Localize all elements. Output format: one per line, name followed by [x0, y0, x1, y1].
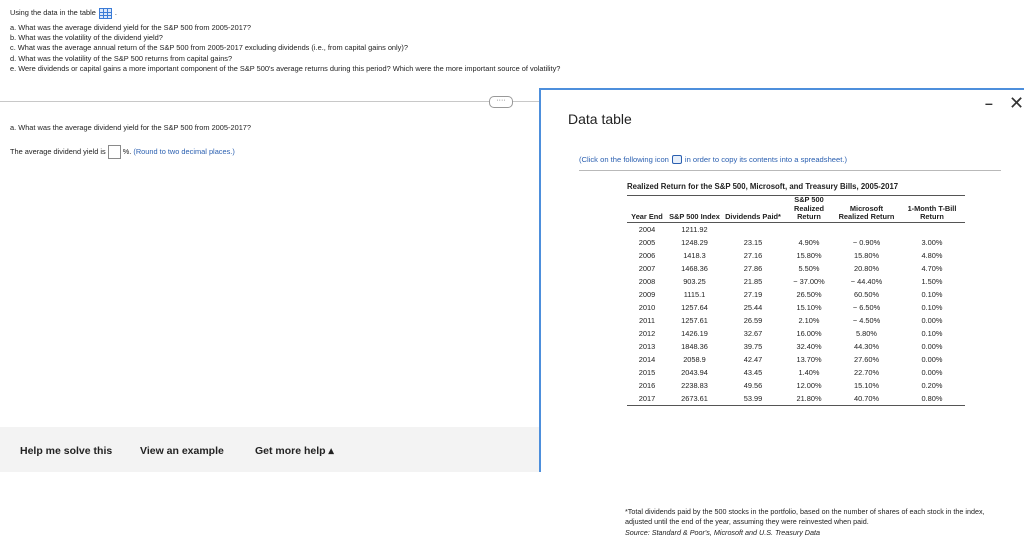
cell-tbill: 4.70% — [921, 263, 943, 273]
expand-button[interactable]: ···· — [489, 96, 513, 108]
source-text: Source: Standard & Poor's, Microsoft and U.S. Treasury Data — [625, 528, 820, 537]
help-me-solve-button[interactable]: Help me solve this — [20, 445, 113, 457]
cell-msft-return: 15.80% — [853, 250, 880, 260]
view-example-button[interactable]: View an example — [140, 445, 224, 457]
cell-tbill: 0.00% — [921, 315, 943, 325]
cell-dividends: 49.56 — [743, 380, 763, 390]
cell-dividends: 39.75 — [743, 341, 763, 351]
table-row — [627, 340, 965, 353]
cell-msft-return: 44.30% — [853, 341, 880, 351]
cell-dividends: 23.15 — [743, 237, 763, 247]
answer-suffix: %. — [122, 147, 132, 156]
question-intro: Using the data in the table . — [10, 8, 117, 18]
cell-index: 1115.1 — [683, 289, 706, 299]
cell-sp-return: 16.00% — [796, 328, 822, 338]
footnote-text: *Total dividends paid by the 500 stocks in the portfolio, based on the number of shares of each stock in the index, adjusted until the end of the year, assuming they were reinvested when paid. — [625, 507, 985, 526]
popup-separator — [579, 170, 1001, 171]
answer-row — [10, 145, 251, 159]
cell-msft-return: 27.60% — [853, 354, 880, 364]
get-more-help-button[interactable]: Get more help ▴ — [255, 445, 334, 457]
cell-year: 2013 — [638, 341, 656, 351]
header-sp500-index: S&P 500 Index — [667, 196, 722, 223]
cell-sp-return: 12.00% — [796, 380, 822, 390]
table-row — [627, 366, 965, 379]
cell-year: 2004 — [638, 224, 656, 234]
cell-msft-return — [834, 222, 899, 236]
cell-index: 1248.29 — [681, 237, 708, 247]
cell-year: 2017 — [627, 392, 667, 406]
table-row — [627, 288, 965, 301]
cell-msft-return: 15.10% — [853, 380, 880, 390]
cell-tbill: 0.10% — [921, 328, 943, 338]
cell-sp-return: 15.80% — [796, 250, 822, 260]
cell-dividends: 43.45 — [743, 367, 763, 377]
cell-tbill: 0.00% — [921, 341, 943, 351]
copy-to-spreadsheet-icon[interactable] — [672, 155, 682, 164]
header-microsoft-return: Microsoft Realized Return — [834, 196, 899, 223]
table-row — [627, 327, 965, 340]
cell-dividends: 27.16 — [743, 250, 763, 260]
table-body — [627, 222, 965, 405]
cell-tbill: 3.00% — [921, 237, 943, 247]
question-part: a. What was the average dividend yield for the S&P 500 from 2005-2017? — [10, 23, 252, 32]
cell-sp-return: 15.10% — [796, 302, 822, 312]
cell-tbill: 0.20% — [921, 380, 943, 390]
cell-msft-return: − 6.50% — [852, 302, 881, 312]
table-row — [627, 236, 965, 249]
table-row — [627, 301, 965, 314]
header-tbill-return: 1-Month T-Bill Return — [899, 196, 965, 223]
cell-index: 1426.19 — [681, 328, 708, 338]
cell-msft-return: 5.80% — [856, 328, 877, 338]
cell-sp-return: 26.50% — [796, 289, 822, 299]
table-row — [627, 379, 965, 392]
data-table-icon[interactable] — [99, 8, 112, 19]
cell-dividends — [722, 222, 784, 236]
table-row — [627, 249, 965, 262]
cell-dividends: 53.99 — [722, 392, 784, 406]
cell-tbill: 0.00% — [921, 367, 943, 377]
cell-tbill: 1.50% — [921, 276, 943, 286]
cell-year: 2009 — [638, 289, 656, 299]
data-table-popup — [539, 88, 1024, 537]
cell-index: 903.25 — [683, 276, 706, 286]
cell-sp-return — [784, 222, 834, 236]
copy-note-before: (Click on the following icon — [579, 155, 669, 164]
cell-tbill: 0.00% — [921, 354, 943, 364]
cell-index: 2238.83 — [681, 380, 708, 390]
table-title: Realized Return for the S&P 500, Microsoft, and Treasury Bills, 2005-2017 — [627, 180, 965, 196]
cell-index: 1211.92 — [681, 224, 708, 234]
cell-msft-return: 60.50% — [853, 289, 880, 299]
close-icon[interactable]: ✕ — [1009, 93, 1024, 113]
cell-sp-return: 13.70% — [796, 354, 822, 364]
cell-sp-return: 1.40% — [798, 367, 820, 377]
question-parts — [10, 23, 770, 74]
cell-year: 2014 — [638, 354, 656, 364]
table-row — [627, 222, 965, 236]
cell-dividends: 21.85 — [743, 276, 763, 286]
part-a-section — [10, 123, 251, 159]
question-intro-text: Using the data in the table — [10, 8, 96, 18]
cell-year: 2012 — [638, 328, 656, 338]
cell-index: 1257.64 — [681, 302, 708, 312]
popup-title: Data table — [568, 111, 632, 127]
cell-msft-return: − 0.90% — [852, 237, 881, 247]
answer-prefix: The average dividend yield is — [10, 147, 106, 156]
cell-sp-return: 2.10% — [798, 315, 820, 325]
cell-index: 2058.9 — [683, 354, 706, 364]
cell-msft-return: − 44.40% — [850, 276, 883, 286]
answer-input[interactable] — [108, 145, 121, 159]
cell-index: 1418.3 — [683, 250, 706, 260]
cell-dividends: 26.59 — [743, 315, 763, 325]
cell-msft-return: 40.70% — [834, 392, 899, 406]
table-header-row — [627, 196, 965, 223]
part-a-question: a. What was the average dividend yield for the S&P 500 from 2005-2017? — [10, 123, 252, 132]
question-part: e. Were dividends or capital gains a more important component of the S&P 500's average returns during this period? Which were the more important source of volatility? — [10, 63, 561, 73]
cell-tbill: 4.80% — [921, 250, 943, 260]
cell-index: 1848.36 — [681, 341, 708, 351]
header-year-end: Year End — [627, 196, 667, 223]
copy-note-after: in order to copy its contents into a spreadsheet.) — [684, 155, 847, 164]
cell-sp-return: 21.80% — [784, 392, 834, 406]
cell-dividends: 27.86 — [743, 263, 763, 273]
cell-tbill — [899, 222, 965, 236]
cell-sp-return: 4.90% — [798, 237, 820, 247]
table-row — [627, 314, 965, 327]
cell-tbill: 0.80% — [899, 392, 965, 406]
cell-year: 2007 — [638, 263, 656, 273]
cell-sp-return: − 37.00% — [793, 276, 825, 286]
question-area — [10, 8, 770, 74]
table-row — [627, 353, 965, 366]
cell-index: 1468.36 — [681, 263, 708, 273]
cell-index: 2673.61 — [667, 392, 722, 406]
cell-msft-return: − 4.50% — [852, 315, 881, 325]
cell-year: 2011 — [639, 315, 655, 325]
cell-year: 2010 — [638, 302, 656, 312]
help-bar — [0, 427, 540, 472]
section-divider — [0, 101, 540, 102]
question-part: b. What was the volatility of the dividend yield? — [10, 33, 163, 43]
minimize-icon[interactable]: – — [985, 95, 993, 111]
cell-year: 2008 — [638, 276, 656, 286]
realized-return-table — [627, 180, 965, 406]
cell-sp-return: 32.40% — [796, 341, 822, 351]
cell-tbill: 0.10% — [921, 289, 943, 299]
table-footnote — [625, 507, 995, 538]
cell-tbill: 0.10% — [921, 302, 943, 312]
copy-note — [579, 155, 847, 164]
cell-sp-return: 5.50% — [798, 263, 820, 273]
cell-dividends: 32.67 — [743, 328, 763, 338]
table-row — [627, 275, 965, 288]
cell-dividends: 25.44 — [743, 302, 763, 312]
header-sp500-return: S&P 500 Realized Return — [784, 196, 834, 223]
question-part: d. What was the volatility of the S&P 500 returns from capital gains? — [10, 53, 233, 63]
cell-year: 2006 — [638, 250, 656, 260]
cell-year: 2005 — [638, 237, 656, 247]
cell-year: 2016 — [638, 380, 656, 390]
table-row — [627, 262, 965, 275]
cell-year: 2015 — [638, 367, 656, 377]
cell-dividends: 27.19 — [743, 289, 763, 299]
cell-msft-return: 22.70% — [853, 367, 880, 377]
cell-index: 1257.61 — [681, 315, 708, 325]
header-dividends-paid: Dividends Paid* — [722, 196, 784, 223]
cell-index: 2043.94 — [681, 367, 708, 377]
table-row — [627, 392, 965, 406]
cell-msft-return: 20.80% — [853, 263, 880, 273]
rounding-hint: (Round to two decimal places.) — [133, 147, 235, 156]
cell-dividends: 42.47 — [743, 354, 763, 364]
question-part: c. What was the average annual return of the S&P 500 from 2005-2017 excluding dividends (i.e., from capital gains only)? — [10, 43, 408, 53]
